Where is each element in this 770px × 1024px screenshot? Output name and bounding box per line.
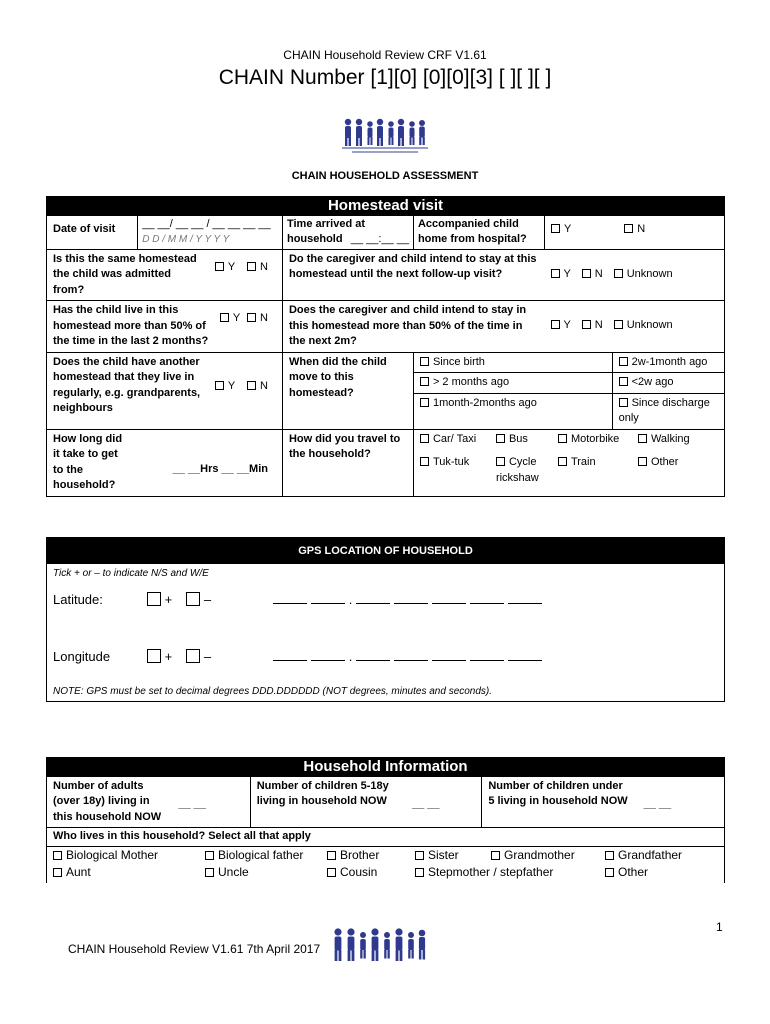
- checkbox-icon: [327, 868, 336, 877]
- checkbox-icon: [327, 851, 336, 860]
- member-cousin[interactable]: Cousin: [327, 864, 415, 881]
- intend-50-options: [545, 301, 725, 353]
- date-format: D D / M M / Y Y Y Y: [142, 234, 230, 245]
- gps-instruction: Tick + or – to indicate N/S and W/E: [53, 568, 209, 579]
- checkbox-icon: [220, 313, 229, 322]
- checkbox-icon: [147, 592, 161, 606]
- accompanied-yes[interactable]: Y: [551, 223, 571, 235]
- member-biological-mother[interactable]: Biological Mother: [53, 847, 205, 864]
- same-homestead-q: Is this the same homestead the child was admitted from? Y N: [47, 249, 283, 301]
- checkbox-icon: [420, 377, 429, 386]
- member-aunt[interactable]: Aunt: [53, 864, 205, 881]
- intend-followup-unknown[interactable]: Unknown: [614, 268, 673, 280]
- checkbox-icon: [186, 592, 200, 606]
- checkbox-icon: [551, 224, 560, 233]
- latitude-value-field[interactable]: .: [273, 592, 547, 607]
- checkbox-icon: [420, 457, 429, 466]
- checkbox-icon: [624, 224, 633, 233]
- homestead-title: Homestead visit: [47, 197, 725, 216]
- children-5-18-label: Number of children 5-18y living in household NOW: [250, 776, 406, 828]
- gps-section: [46, 537, 725, 702]
- travel-bus[interactable]: Bus: [496, 432, 558, 448]
- chain-number: CHAIN Number [1][0] [0][0][3] [ ][ ][ ]: [218, 66, 552, 89]
- checkbox-icon: [53, 851, 62, 860]
- intend-followup-no[interactable]: N: [582, 268, 603, 280]
- move-option-2w-1month[interactable]: 2w-1month ago: [612, 352, 724, 373]
- gps-note: NOTE: GPS must be set to decimal degrees DDD.DDDDDD (NOT degrees, minutes and seconds).: [53, 686, 493, 697]
- adults-blank[interactable]: __ __: [172, 776, 250, 828]
- latitude-label: Latitude:: [53, 592, 103, 607]
- lived-50-yes[interactable]: Y: [220, 303, 240, 350]
- time-label: Time arrived at household: [286, 217, 366, 245]
- move-option-2-months[interactable]: > 2 months ago: [413, 373, 612, 394]
- checkbox-icon: [558, 457, 567, 466]
- how-long-q: How long did it take to get to the household?: [47, 429, 133, 496]
- children-u5-label: Number of children under 5 living in household NOW: [482, 776, 638, 828]
- checkbox-icon: [491, 851, 500, 860]
- member-biological-father[interactable]: Biological father: [205, 847, 327, 864]
- travel-q: How did you travel to the household?: [282, 429, 413, 496]
- another-no[interactable]: N: [247, 355, 268, 417]
- same-homestead-yes[interactable]: Y: [215, 252, 235, 299]
- member-step-parent[interactable]: Stepmother / stepfather: [415, 864, 605, 881]
- checkbox-icon: [496, 457, 505, 466]
- longitude-plus[interactable]: +: [147, 649, 173, 664]
- hrs-min-blank[interactable]: __ __Hrs __ __Min: [133, 429, 283, 496]
- checkbox-icon: [605, 868, 614, 877]
- checkbox-icon: [147, 649, 161, 663]
- chain-footer-logo: [330, 924, 430, 968]
- checkbox-icon: [420, 398, 429, 407]
- longitude-minus[interactable]: –: [186, 649, 211, 664]
- intend-50-yes[interactable]: Y: [551, 319, 571, 331]
- date-label: Date of visit: [47, 215, 138, 249]
- longitude-label: Longitude: [53, 649, 111, 664]
- page-number: 1: [716, 920, 723, 934]
- household-table: [46, 757, 725, 883]
- member-sister[interactable]: Sister: [415, 847, 491, 864]
- who-lives-q: Who lives in this household? Select all that apply: [47, 828, 725, 847]
- intend-followup-yes[interactable]: Y: [551, 268, 571, 280]
- checkbox-icon: [186, 649, 200, 663]
- latitude-row: [53, 592, 713, 607]
- children-5-18-blank[interactable]: __ __: [406, 776, 482, 828]
- another-homestead-q: Does the child have another homestead that they live in regularly, e.g. grandparents, neighbours Y N: [47, 352, 283, 429]
- checkbox-icon: [638, 434, 647, 443]
- travel-car[interactable]: Car/ Taxi: [420, 432, 496, 448]
- date-field[interactable]: [138, 215, 283, 249]
- household-title: Household Information: [47, 758, 725, 777]
- checkbox-icon: [415, 868, 424, 877]
- checkbox-icon: [638, 457, 647, 466]
- move-option-since-birth[interactable]: Since birth: [413, 352, 612, 373]
- checkbox-icon: [420, 357, 429, 366]
- latitude-plus[interactable]: +: [147, 592, 173, 607]
- travel-options: [413, 429, 724, 496]
- intend-50-no[interactable]: N: [582, 319, 603, 331]
- children-u5-blank[interactable]: __ __: [638, 776, 725, 828]
- checkbox-icon: [215, 262, 224, 271]
- checkbox-icon: [247, 381, 256, 390]
- travel-motorbike[interactable]: Motorbike: [558, 432, 638, 448]
- travel-cycle-rickshaw[interactable]: Cycle rickshaw: [495, 456, 539, 484]
- checkbox-icon: [619, 357, 628, 366]
- checkbox-icon: [614, 269, 623, 278]
- lived-50-no[interactable]: N: [247, 303, 268, 350]
- members-list: [47, 846, 725, 883]
- checkbox-icon: [247, 262, 256, 271]
- intend-50-q: Does the caregiver and child intend to stay in this homestead more than 50% of the time in the next 2m?: [282, 301, 544, 353]
- adults-label: Number of adults (over 18y) living in this household NOW: [47, 776, 173, 828]
- accompanied-label: Accompanied child home from hospital?: [413, 215, 544, 249]
- same-homestead-no[interactable]: N: [247, 252, 268, 299]
- member-grandfather[interactable]: Grandfather: [605, 847, 715, 864]
- member-brother[interactable]: Brother: [327, 847, 415, 864]
- checkbox-icon: [558, 434, 567, 443]
- gps-title: GPS LOCATION OF HOUSEHOLD: [47, 538, 724, 564]
- footer-text: CHAIN Household Review V1.61 7th April 2017: [68, 942, 321, 956]
- member-other[interactable]: Other: [605, 864, 715, 881]
- checkbox-icon: [247, 313, 256, 322]
- checkbox-icon: [551, 320, 560, 329]
- checkbox-icon: [415, 851, 424, 860]
- date-blank: __ __/ __ __ / __ __ __ __: [142, 217, 271, 230]
- latitude-minus[interactable]: –: [186, 592, 211, 607]
- member-grandmother[interactable]: Grandmother: [491, 847, 605, 864]
- accompanied-no[interactable]: N: [624, 223, 645, 235]
- another-yes[interactable]: Y: [215, 355, 235, 417]
- longitude-row: [53, 649, 713, 664]
- checkbox-icon: [614, 320, 623, 329]
- lived-50-q: Has the child live in this homestead more than 50% of the time in the last 2 months? Y N: [47, 301, 283, 353]
- intend-followup-options: [545, 249, 725, 301]
- time-blank: __ __:__ __: [350, 233, 409, 245]
- accompanied-options: [545, 215, 725, 249]
- assessment-title: CHAIN HOUSEHOLD ASSESSMENT: [291, 170, 479, 182]
- intend-followup-q: Do the caregiver and child intend to stay at this homestead until the next follow-up visit?: [282, 249, 544, 301]
- intend-50-unknown[interactable]: Unknown: [614, 319, 673, 331]
- checkbox-icon: [605, 851, 614, 860]
- checkbox-icon: [205, 868, 214, 877]
- time-cell[interactable]: [282, 215, 413, 249]
- crf-title: CHAIN Household Review CRF V1.61: [283, 48, 487, 62]
- checkbox-icon: [205, 851, 214, 860]
- move-option-less-2w[interactable]: <2w ago: [612, 373, 724, 394]
- move-q: When did the child move to this homestead?: [282, 352, 413, 429]
- move-option-since-discharge[interactable]: Since discharge only: [612, 393, 724, 429]
- travel-tuktuk[interactable]: Tuk-tuk: [420, 455, 496, 486]
- move-option-1-2-months[interactable]: 1month-2months ago: [413, 393, 612, 429]
- travel-train[interactable]: Train: [558, 455, 638, 486]
- member-uncle[interactable]: Uncle: [205, 864, 327, 881]
- travel-walking[interactable]: Walking: [638, 432, 718, 448]
- checkbox-icon: [496, 434, 505, 443]
- homestead-table: [46, 196, 725, 497]
- longitude-value-field[interactable]: .: [273, 649, 547, 664]
- checkbox-icon: [582, 320, 591, 329]
- checkbox-icon: [420, 434, 429, 443]
- checkbox-icon: [53, 868, 62, 877]
- chain-logo: [340, 115, 430, 163]
- checkbox-icon: [551, 269, 560, 278]
- checkbox-icon: [582, 269, 591, 278]
- travel-other[interactable]: Other: [638, 455, 718, 486]
- checkbox-icon: [619, 398, 628, 407]
- checkbox-icon: [215, 381, 224, 390]
- checkbox-icon: [619, 377, 628, 386]
